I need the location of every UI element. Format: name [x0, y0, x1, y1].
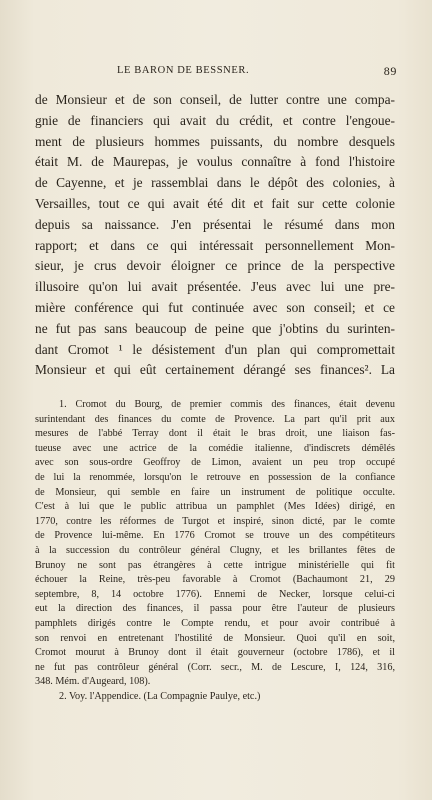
body-line: Monsieur et qui eût certainement dérangé ses finances². La — [35, 362, 395, 378]
footnote-line: Cromot mourut à Brunoy dont il était gouverneur (octobre 1786), et il — [35, 647, 395, 659]
body-line: gnie de financiers qui avait du crédit, et contre l'engoue- — [35, 112, 395, 128]
footnote-line: mesures de l'abbé Terray dont il était le bras droit, une liaison fas- — [35, 428, 395, 440]
running-header — [35, 62, 397, 82]
footnote-line: Brunoy ne sont pas étrangères à cette intrigue ministérielle qui fit — [35, 559, 395, 571]
footnote-line: surintendant des finances du comte de Provence. La part qu'il prit aux — [35, 413, 395, 425]
body-line: depuis sa naissance. J'en présentai le résumé dans mon — [35, 216, 395, 232]
footnote-line: septembre, 8, 14 octobre 1776). Ennemi de Necker, lorsque celui-ci — [35, 588, 395, 600]
body-line: rapport; et dans ce qui intéressait personnellement Mon- — [35, 237, 395, 253]
page-number: 89 — [383, 64, 397, 78]
main-text — [35, 90, 395, 381]
footnote-line: de Monsieur, qui semble en faire un instrument de politique occulte. — [35, 486, 395, 498]
footnote-line: 348. Mém. d'Augeard, 108). — [35, 676, 151, 688]
body-line: ne fut pas sans beaucoup de peine que j'obtins du surinten- — [35, 320, 395, 336]
footnote-line: pamphlets dirigés contre le Compte rendu, et pour avoir contribué à — [35, 617, 395, 629]
body-line: était M. de Maurepas, je voulus connaître à fond l'histoire — [35, 154, 395, 170]
footnote-line: 1. Cromot du Bourg, de premier commis des finances, était devenu — [59, 399, 395, 410]
footnote-line: 2. Voy. l'Appendice. (La Compagnie Paulye, etc.) — [59, 690, 261, 702]
body-line: mière conférence qui fut continuée avec son conseil; et ce — [35, 299, 395, 315]
body-line: Versailles, tout ce qui avait été dit et fait sur cette colonie — [35, 195, 395, 211]
body-line: illusoire qu'on lui avait présentée. J'eus avec lui une pre- — [35, 279, 395, 295]
footnote-line: échouer la Reine, très-peu favorable à Cromot (Bachaumont 21, 29 — [35, 574, 395, 586]
footnote-line: C'est à lui que le public attribua un pamphlet (Mes Idées) dirigé, en — [35, 501, 395, 513]
footnote-line: son renvoi en entretenant l'hostilité de Monsieur. Quoi qu'il en soit, — [35, 632, 395, 644]
body-line: de Cayenne, et je rassemblai dans le dépôt des colonies, à — [35, 175, 395, 191]
footnote-line: tueuse avec une actrice de la comédie italienne, d'indiscrets démêlés — [35, 442, 395, 454]
footnote-line: de lui la renommée, lorsqu'on le retrouve en possession de la confiance — [35, 471, 395, 483]
footnote-line: de Provence lui-même. En 1776 Cromot se trouve un des compétiteurs — [35, 530, 395, 542]
footnotes — [35, 398, 395, 704]
footnote-line: à la succession du contrôleur général Clugny, et les brillantes fêtes de — [35, 544, 395, 556]
footnote-line: eut la direction des finances, il passa pour être l'auteur de plusieurs — [35, 603, 395, 615]
footnote-line: ne fut pas contrôleur général (Corr. secr., M. de Lescure, I, 124, 316, — [35, 661, 395, 673]
body-line: dant Cromot ¹ le désistement d'un plan qui compromettait — [35, 341, 395, 357]
running-title: LE BARON DE BESSNER. — [117, 65, 250, 76]
body-line: ment de plusieurs hommes puissants, du nombre desquels — [35, 133, 395, 149]
body-line: de Monsieur et de son conseil, de lutter contre une compa- — [35, 92, 395, 107]
body-line: sieur, je crus devoir éloigner ce prince de la perspective — [35, 258, 395, 274]
footnote-line: avec son sous-ordre Geoffroy de Limon, avaient un peu trop occupé — [35, 457, 395, 469]
footnote-line: 1770, contre les réformes de Turgot et inspiré, sinon dicté, par le comte — [35, 515, 395, 527]
